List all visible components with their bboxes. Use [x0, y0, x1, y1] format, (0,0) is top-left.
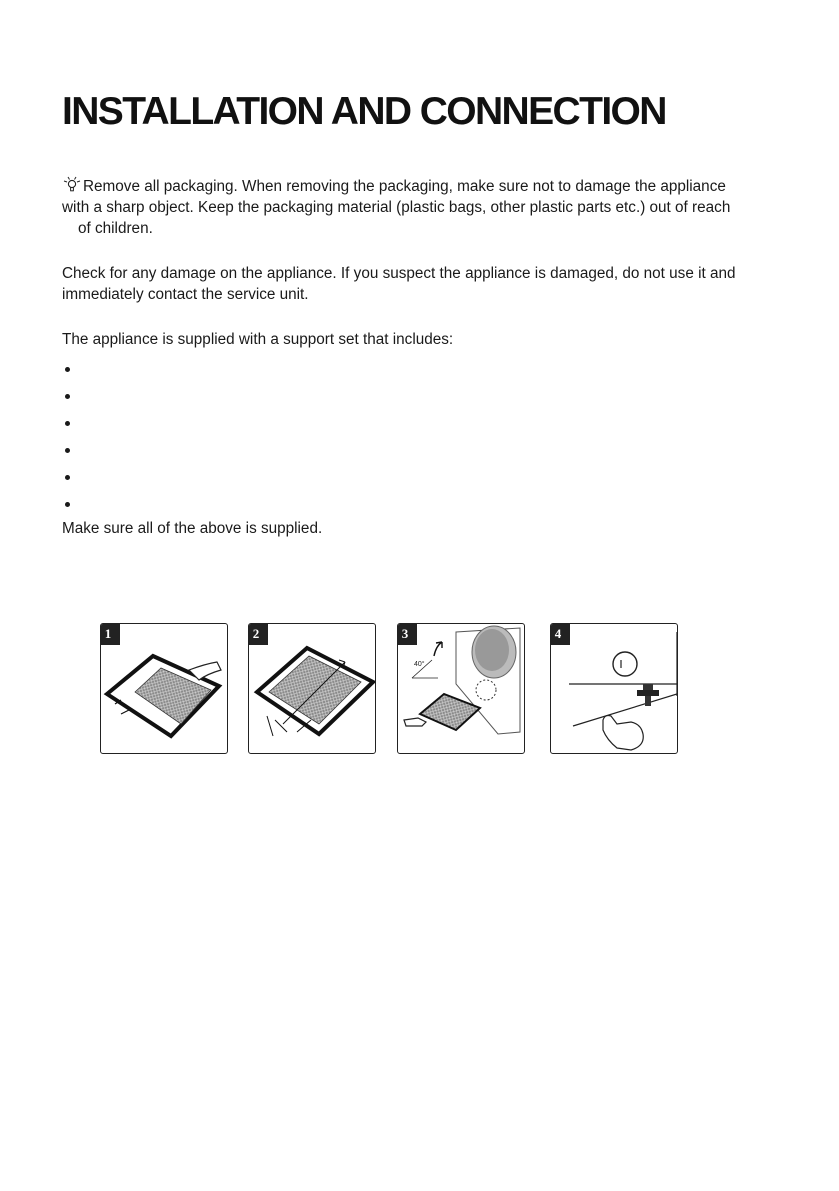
damage-check-paragraph: Check for any damage on the appliance. If you suspect the appliance is damaged, do not use it and immediately contact the service unit.: [62, 265, 736, 303]
mesh-frame-clips-icon: [249, 624, 376, 754]
adjust-foot-icon: [551, 624, 678, 754]
step-number: 2: [252, 626, 260, 641]
figure-step-4: [550, 623, 678, 754]
bullet-icon: [65, 421, 70, 426]
tip-line-2: with a sharp object. Keep the packaging material (plastic bags, other plastic parts etc.) out of reach: [62, 199, 731, 216]
tip-paragraph: [62, 176, 774, 239]
bullet-icon: [65, 475, 70, 480]
support-intro: The appliance is supplied with a support set that includes:: [62, 331, 454, 348]
place-mesh-on-frame-icon: [101, 624, 228, 754]
bullet-icon: [65, 502, 70, 507]
figure-step-2: [248, 623, 376, 754]
insert-frame-under-appliance-icon: [398, 624, 525, 754]
figure-step-3: [397, 623, 525, 754]
page-title: INSTALLATION AND CONNECTION: [62, 90, 666, 133]
supply-note: Make sure all of the above is supplied.: [62, 520, 323, 537]
tip-line-3: of children.: [78, 220, 153, 237]
tip-text-1: Remove all packaging. When removing the packaging, make sure not to damage the appliance: [83, 178, 726, 195]
step-number: 1: [104, 626, 112, 641]
bullet-icon: [65, 394, 70, 399]
lightbulb-tip-icon: [62, 176, 82, 192]
angle-label: 40°: [414, 661, 425, 668]
bullet-icon: [65, 448, 70, 453]
bullet-icon: [65, 367, 70, 372]
step-number: 3: [401, 626, 409, 641]
figure-step-1: [100, 623, 228, 754]
step-number: 4: [554, 626, 562, 641]
tip-line-1: [62, 176, 774, 197]
